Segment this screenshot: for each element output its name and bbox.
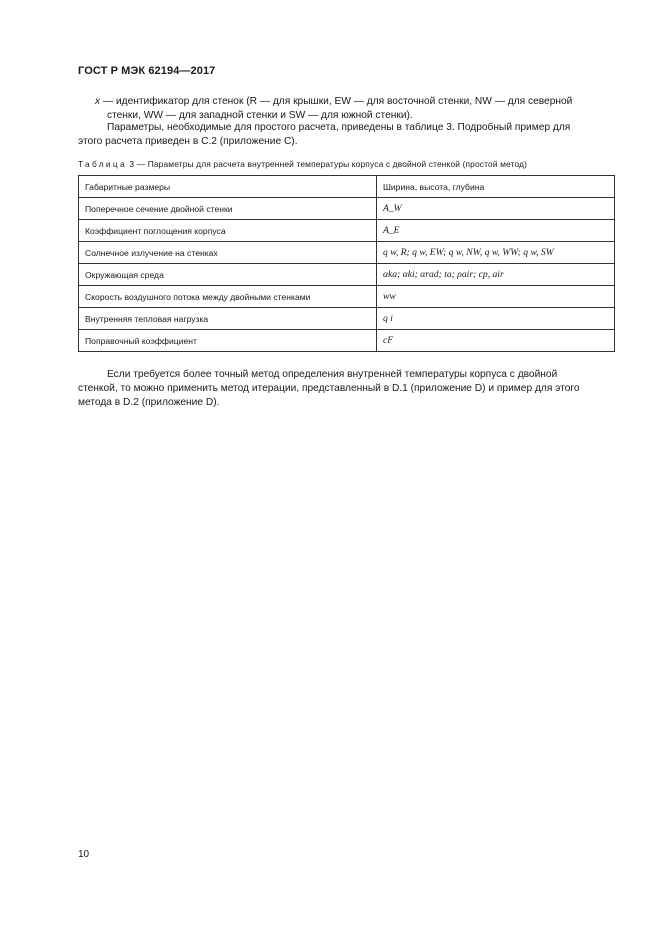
table-cell-name: Окружающая среда — [79, 264, 377, 286]
table-cell-value: cF — [377, 330, 615, 352]
identifier-paragraph — [78, 95, 615, 123]
table-cell-name: Внутренняя тепловая нагрузка — [79, 308, 377, 330]
iteration-line-2: стенкой, то можно применить метод итерации, представленный в D.1 (приложение D) и пример для этого — [78, 383, 580, 394]
table-cell-name: Поперечное сечение двойной стенки — [79, 198, 377, 220]
parameters-line-1: Параметры, необходимые для простого расчета, приведены в таблице 3. Подробный пример для — [107, 122, 571, 133]
table-row — [79, 220, 615, 242]
table-cell-value: A_E — [377, 220, 615, 242]
iteration-line-1: Если требуется более точный метод определения внутренней температуры корпуса с двойной — [107, 369, 558, 380]
page-number: 10 — [78, 849, 90, 860]
table-cell-value: q i — [377, 308, 615, 330]
table-caption-label: Таблица — [78, 159, 127, 169]
identifier-line-1 — [78, 95, 615, 109]
identifier-variable: x — [95, 96, 101, 107]
table-row — [79, 198, 615, 220]
table-caption — [78, 159, 527, 169]
table-row — [79, 176, 615, 198]
table-cell-value: q w, R; q w, EW; q w, NW, q w, WW; q w, SW — [377, 242, 615, 264]
table-caption-text: 3 — Параметры для расчета внутренней температуры корпуса с двойной стенкой (простой метод) — [129, 159, 528, 169]
table-row — [79, 308, 615, 330]
identifier-description: — идентификатор для стенок (R — для крышки, EW — для восточной стенки, NW — для северной — [100, 96, 573, 107]
table-cell-value: αka; αki; αrad; ta; ρair; cp, air — [377, 264, 615, 286]
table-cell-value: ww — [377, 286, 615, 308]
iteration-method-paragraph — [78, 368, 615, 410]
table-row — [79, 242, 615, 264]
table-row — [79, 264, 615, 286]
parameters-paragraph — [78, 121, 615, 149]
parameters-line-2: этого расчета приведен в С.2 (приложение С). — [78, 136, 298, 147]
table-cell-value: Ширина, высота, глубина — [377, 176, 615, 198]
table-cell-name: Габаритные размеры — [79, 176, 377, 198]
identifier-line-2: стенки, WW — для западной стенки и SW — для южной стенки). — [107, 110, 413, 121]
document-header-title: ГОСТ Р МЭК 62194—2017 — [78, 65, 216, 77]
table-row — [79, 330, 615, 352]
table-cell-name: Поправочный коэффициент — [79, 330, 377, 352]
iteration-line-3: метода в D.2 (приложение D). — [78, 397, 220, 408]
table-cell-name: Коэффициент поглощения корпуса — [79, 220, 377, 242]
table-cell-name: Солнечное излучение на стенках — [79, 242, 377, 264]
parameters-table — [78, 175, 615, 352]
table-cell-value: A_W — [377, 198, 615, 220]
table-cell-name: Скорость воздушного потока между двойными стенками — [79, 286, 377, 308]
table-row — [79, 286, 615, 308]
